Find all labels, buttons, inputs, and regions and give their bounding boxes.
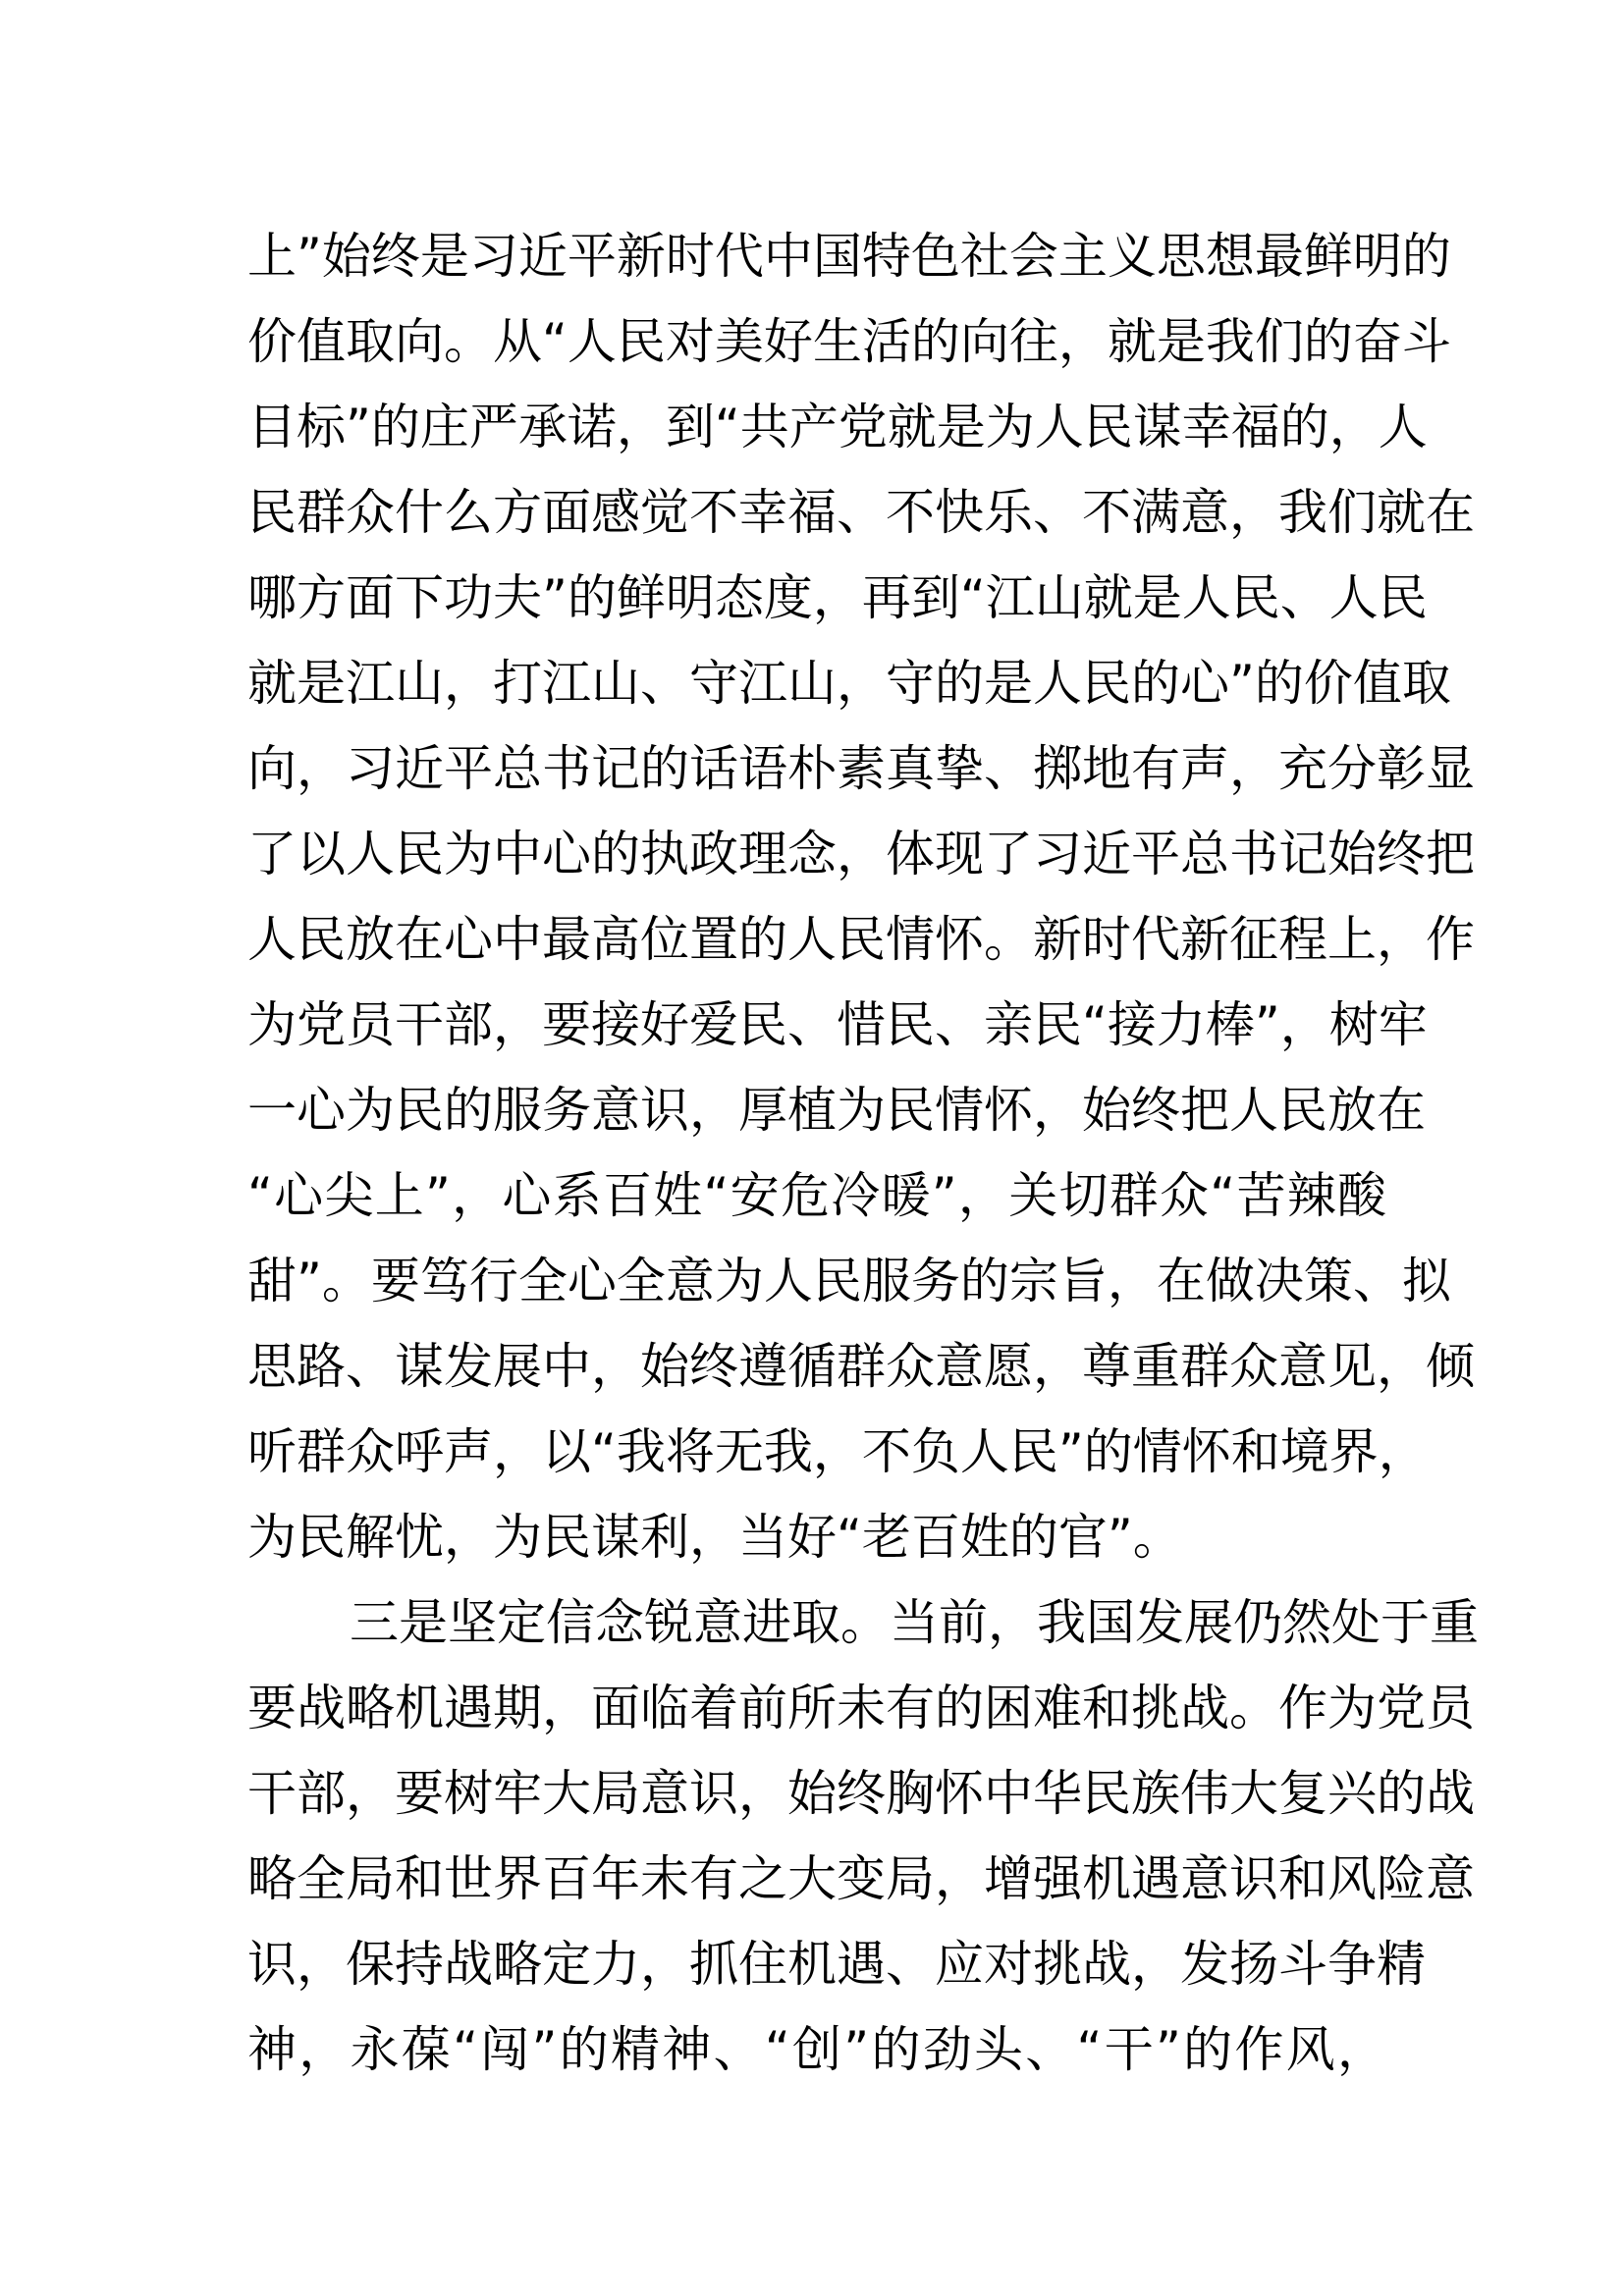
text-line: 民群众什么方面感觉不幸福、不快乐、不满意，我们就在 — [247, 484, 1475, 541]
text-line: 甜”。要笃行全心全意为人民服务的宗旨，在做决策、拟 — [247, 1253, 1451, 1309]
text-line: 人民放在心中最高位置的人民情怀。新时代新征程上，作 — [247, 911, 1475, 968]
text-line: 上”始终是习近平新时代中国特色社会主义思想最鲜明的 — [247, 228, 1451, 285]
text-line: “心尖上”，心系百姓“安危冷暖”，关切群众“苦辣酸 — [247, 1167, 1386, 1224]
text-line: 干部，要树牢大局意识，始终胸怀中华民族伟大复兴的战 — [247, 1765, 1475, 1822]
text-line: 三是坚定信念锐意进取。当前，我国发展仍然处于重 — [350, 1594, 1479, 1651]
text-line: 要战略机遇期，面临着前所未有的困难和挑战。作为党员 — [247, 1680, 1475, 1736]
text-line: 了以人民为中心的执政理念，体现了习近平总书记始终把 — [247, 826, 1475, 882]
text-line: 神，永葆“闯”的精神、“创”的劲头、“干”的作风， — [247, 2021, 1386, 2078]
text-line: 为民解忧，为民谋利，当好“老百姓的官”。 — [247, 1509, 1182, 1566]
text-line: 就是江山，打江山、守江山，守的是人民的心”的价值取 — [247, 655, 1451, 712]
document-body — [247, 214, 1479, 2093]
text-line: 听群众呼声，以“我将无我，不负人民”的情怀和境界， — [247, 1423, 1428, 1480]
text-line: 一心为民的服务意识，厚植为民情怀，始终把人民放在 — [247, 1082, 1426, 1139]
text-line: 思路、谋发展中，始终遵循群众意愿，尊重群众意见，倾 — [247, 1338, 1475, 1395]
text-line: 识，保持战略定力，抓住机遇、应对挑战，发扬斗争精 — [247, 1936, 1426, 1993]
text-line: 为党员干部，要接好爱民、惜民、亲民“接力棒”，树牢 — [247, 996, 1428, 1053]
text-line: 目标”的庄严承诺，到“共产党就是为人民谋幸福的，人 — [247, 399, 1428, 455]
text-line: 向，习近平总书记的话语朴素真挚、掷地有声，充分彰显 — [247, 740, 1475, 797]
text-line: 略全局和世界百年未有之大变局，增强机遇意识和风险意 — [247, 1850, 1475, 1907]
text-line: 哪方面下功夫”的鲜明态度，再到“江山就是人民、人民 — [247, 569, 1428, 626]
text-line: 价值取向。从“人民对美好生活的向往，就是我们的奋斗 — [247, 313, 1451, 370]
